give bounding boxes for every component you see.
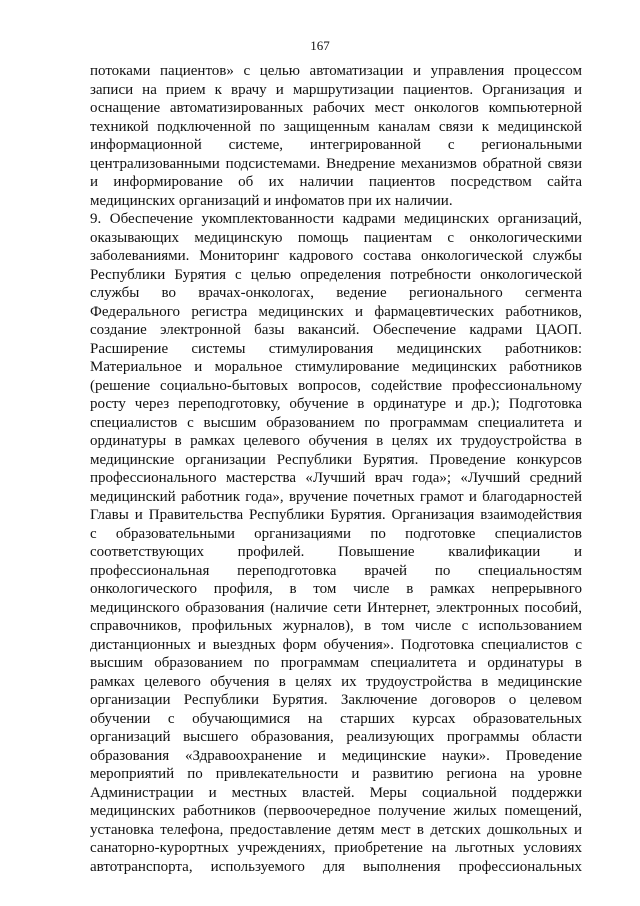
text-line: создание электронной базы вакансий. Обеспечение кадрами ЦАОП. xyxy=(90,322,582,338)
text-line: медицинские организации Республики Бурятия. Проведение конкурсов xyxy=(90,451,582,468)
body-text xyxy=(90,62,582,876)
text-line: централизованными подсистемами. Внедрение механизмов обратной связи xyxy=(90,155,582,172)
text-line: медицинский работник года», вручение почетных грамот и благодарностей xyxy=(90,488,582,505)
text-line: онкологического профиля, в том числе в рамках непрерывного xyxy=(90,581,582,597)
text-line: медицинского образования (наличие сети Интернет, электронных пособий, xyxy=(90,599,582,616)
text-line: и информирование об их наличии пациентов посредством сайта xyxy=(90,174,582,190)
text-line: справочников, профильных журналов), в том числе с использованием xyxy=(90,618,582,634)
text-line: профессиональная переподготовка врачей по специальностям xyxy=(90,562,582,579)
text-line: (решение социально-бытовых вопросов, содействие профессиональному xyxy=(90,377,582,394)
text-line: дистанционных и выездных форм обучения». Подготовка специалистов с xyxy=(90,636,582,653)
text-line: автотранспорта, используемого для выполнения профессиональных xyxy=(90,858,582,875)
text-line: соответствующих профилей. Повышение квалификации и xyxy=(90,544,582,560)
text-line: Администрации и местных властей. Меры социальной поддержки xyxy=(90,784,582,801)
text-line: оснащение автоматизированных рабочих мест онкологов компьютерной xyxy=(90,100,582,116)
page-number: 167 xyxy=(310,38,330,53)
text-line: Материальное и моральное стимулирование медицинских работников xyxy=(90,359,582,375)
text-line: техникой подключенной по защищенным каналам связи к медицинской xyxy=(90,118,582,135)
text-line: Расширение системы стимулирования медицинских работников: xyxy=(90,340,582,357)
text-line: образования «Здравоохранение и медицинские науки». Проведение xyxy=(90,747,582,764)
text-line: медицинских работников (первоочередное получение жилых помещений, xyxy=(90,803,582,819)
text-line: медицинских организаций и инфоматов при их наличии. xyxy=(90,192,453,209)
text-line: обучении с обучающимися на старших курсах образовательных xyxy=(90,710,582,727)
text-line: записи на прием к врачу и маршрутизации пациентов. Организация и xyxy=(90,81,582,98)
text-line: службы во врачах-онкологах, ведение регионального сегмента xyxy=(90,285,582,301)
text-line: профессионального мастерства «Лучший врач года»; «Лучший средний xyxy=(90,470,582,486)
text-line: ординатуры в рамках целевого обучения в целях их трудоустройства в xyxy=(90,433,582,449)
text-line: Республики Бурятия с целью определения потребности онкологической xyxy=(90,266,582,283)
text-line: высшим образованием по программам специалитета и ординатуры в xyxy=(90,655,582,671)
text-line: рамках целевого обучения в целях их трудоустройства в медицинские xyxy=(90,673,582,690)
text-line: организации Республики Бурятия. Заключение договоров о целевом xyxy=(90,692,582,708)
text-line: организаций высшего образования, реализующих программы области xyxy=(90,729,582,745)
text-line: специалистов с высшим образованием по программам специалитета и xyxy=(90,414,582,431)
text-line: Федерального регистра медицинских и фармацевтических работников, xyxy=(90,303,582,320)
text-line: потоками пациентов» с целью автоматизации и управления процессом xyxy=(90,63,582,79)
text-line: мероприятий по привлекательности и развитию региона на уровне xyxy=(90,766,582,782)
text-line: оказывающих медицинскую помощь пациентам с онкологическими xyxy=(90,229,582,246)
text-line: Главы и Правительства Республики Бурятия. Организация взаимодействия xyxy=(90,507,582,523)
text-line: информационной системе, интегрированной с региональными xyxy=(90,137,582,153)
text-line: росту через переподготовку, обучение в ординатуре и др.); Подготовка xyxy=(90,396,582,412)
text-line: установка телефона, предоставление детям мест в детских дошкольных и xyxy=(90,821,582,838)
text-line: с образовательными организациями по подготовке специалистов xyxy=(90,525,582,542)
text-line: заболеваниями. Мониторинг кадрового состава онкологической службы xyxy=(90,248,582,264)
text-line: санаторно-курортных учреждениях, приобретение на льготных условиях xyxy=(90,840,582,856)
text-line: 9. Обеспечение укомплектованности кадрами медицинских организаций, xyxy=(90,211,582,227)
